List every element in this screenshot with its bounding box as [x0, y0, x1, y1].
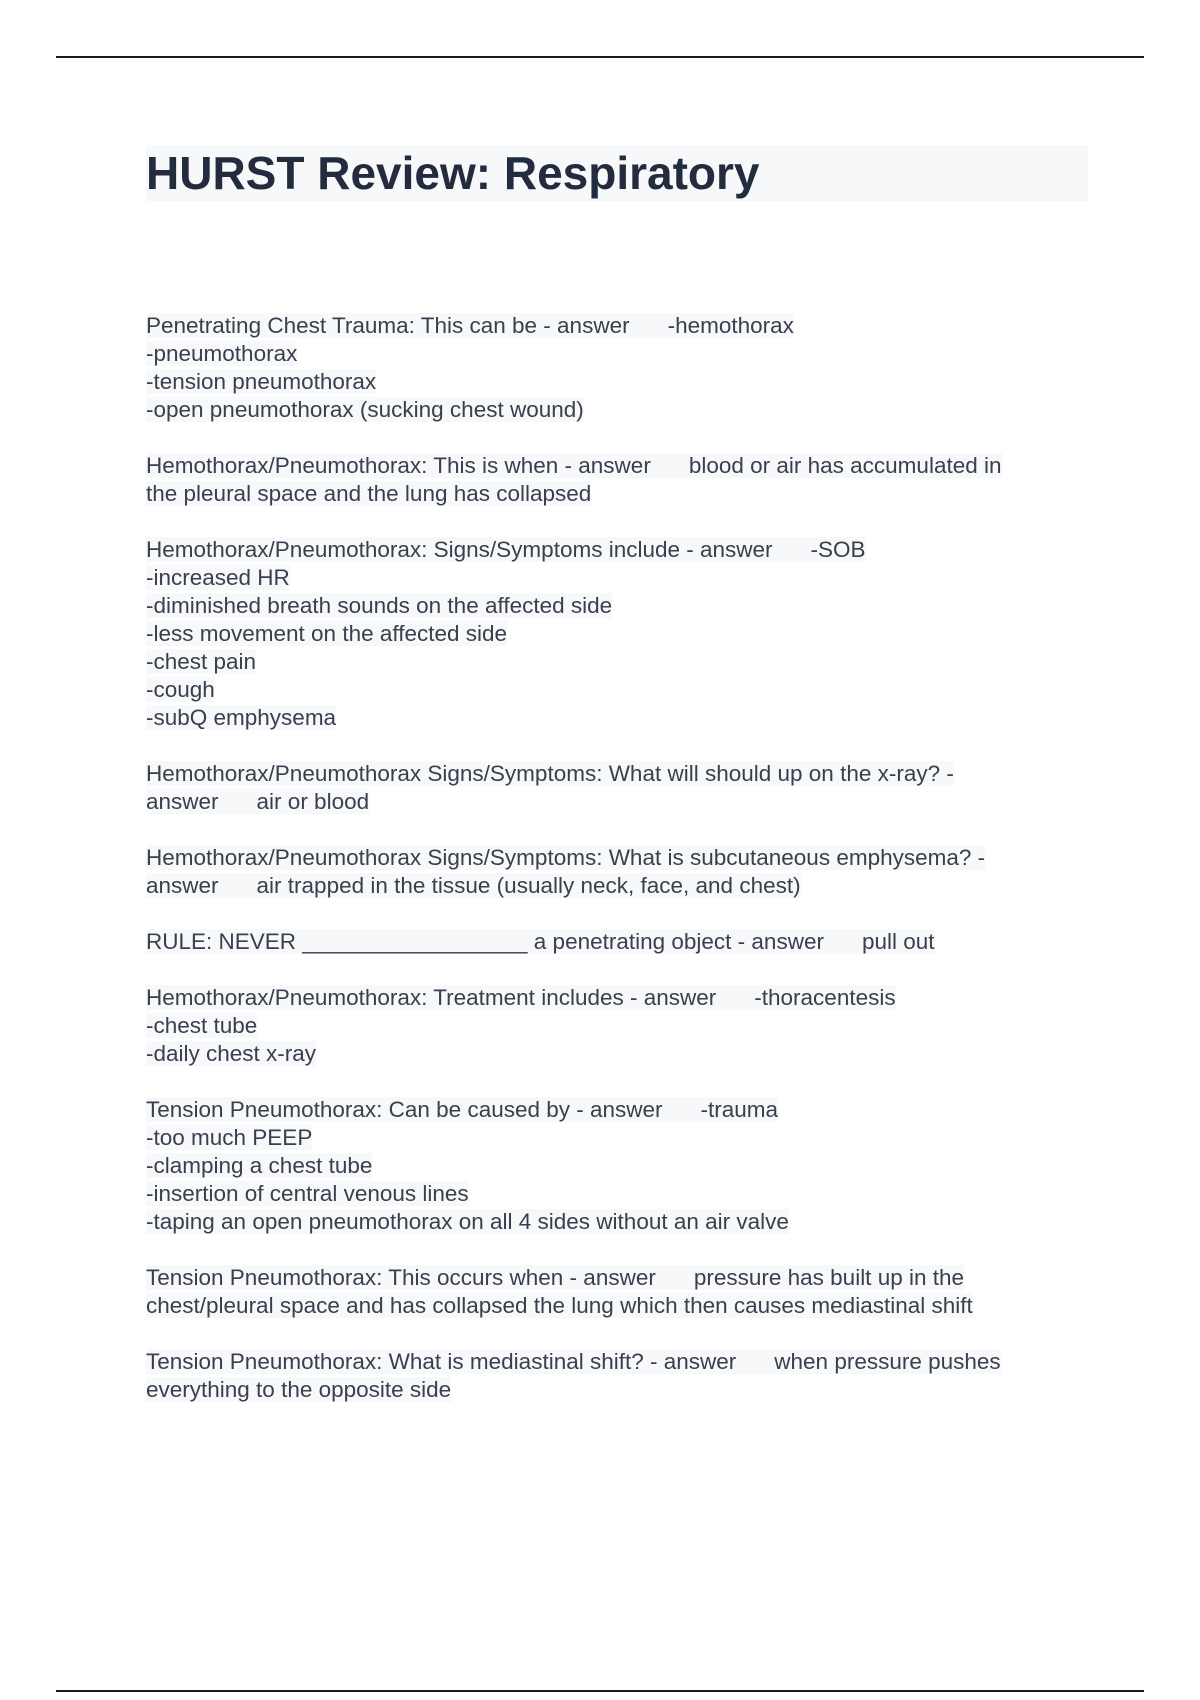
line-text: -too much PEEP	[146, 1125, 313, 1150]
line-text: -pneumothorax	[146, 341, 298, 366]
line-text: -daily chest x-ray	[146, 1041, 317, 1066]
flashcard-line	[146, 1012, 1088, 1040]
question-answer-line	[146, 1265, 964, 1290]
flashcard-line	[146, 928, 1088, 956]
line-text: -taping an open pneumothorax on all 4 sides without an air valve	[146, 1209, 789, 1234]
line-text: -subQ emphysema	[146, 705, 337, 730]
flashcard-list	[146, 312, 1088, 1432]
flashcard-line	[146, 1040, 1088, 1068]
line-text: -less movement on the affected side	[146, 621, 508, 646]
answer-text: blood or air has accumulated in	[688, 453, 1002, 478]
question-answer-line	[146, 789, 369, 814]
flashcard-line	[146, 620, 1088, 648]
answer-text: air trapped in the tissue (usually neck, face, and chest)	[256, 873, 801, 898]
answer-text: -thoracentesis	[754, 985, 896, 1010]
flashcard-line	[146, 1180, 1088, 1208]
top-rule	[56, 56, 1144, 58]
line-text: Hemothorax/Pneumothorax Signs/Symptoms: What will should up on the x-ray? -	[146, 761, 954, 786]
question-answer-line	[146, 1097, 778, 1122]
line-text: -chest pain	[146, 649, 257, 674]
question-answer-line	[146, 537, 866, 562]
question-answer-line	[146, 929, 935, 954]
answer-text: -SOB	[810, 537, 866, 562]
flashcard-line	[146, 1348, 1088, 1376]
line-text: Hemothorax/Pneumothorax Signs/Symptoms: What is subcutaneous emphysema? -	[146, 845, 986, 870]
document-title: HURST Review: Respiratory	[146, 147, 760, 199]
line-text: -diminished breath sounds on the affected side	[146, 593, 613, 618]
question-text: Hemothorax/Pneumothorax: Treatment includes - answer	[146, 985, 717, 1010]
flashcard	[146, 452, 1088, 508]
question-text: answer	[146, 789, 219, 814]
question-text: answer	[146, 873, 219, 898]
question-text: Tension Pneumothorax: This occurs when - answer	[146, 1265, 656, 1290]
question-answer-line	[146, 1349, 1001, 1374]
flashcard-line	[146, 1376, 1088, 1404]
answer-text: pressure has built up in the	[693, 1265, 965, 1290]
line-text: -chest tube	[146, 1013, 258, 1038]
flashcard	[146, 1264, 1088, 1320]
flashcard	[146, 1096, 1088, 1236]
line-text: -insertion of central venous lines	[146, 1181, 469, 1206]
flashcard	[146, 536, 1088, 732]
flashcard-line	[146, 648, 1088, 676]
line-text: everything to the opposite side	[146, 1377, 452, 1402]
flashcard-line	[146, 872, 1088, 900]
flashcard	[146, 760, 1088, 816]
flashcard-line	[146, 1152, 1088, 1180]
flashcard-line	[146, 984, 1088, 1012]
answer-text: air or blood	[256, 789, 370, 814]
flashcard-line	[146, 340, 1088, 368]
question-answer-line	[146, 453, 1002, 478]
bottom-rule	[56, 1690, 1144, 1692]
question-answer-line	[146, 873, 801, 898]
flashcard-line	[146, 480, 1088, 508]
flashcard-line	[146, 844, 1088, 872]
flashcard-line	[146, 564, 1088, 592]
flashcard-line	[146, 676, 1088, 704]
flashcard-line	[146, 452, 1088, 480]
line-text: -tension pneumothorax	[146, 369, 377, 394]
answer-text: -hemothorax	[667, 313, 794, 338]
flashcard	[146, 984, 1088, 1068]
question-text: Hemothorax/Pneumothorax: This is when - answer	[146, 453, 651, 478]
line-text: -clamping a chest tube	[146, 1153, 373, 1178]
flashcard-line	[146, 1208, 1088, 1236]
flashcard-line	[146, 704, 1088, 732]
flashcard-line	[146, 760, 1088, 788]
flashcard-line	[146, 788, 1088, 816]
answer-text: -trauma	[700, 1097, 779, 1122]
line-text: -open pneumothorax (sucking chest wound)	[146, 397, 584, 422]
line-text: -cough	[146, 677, 215, 702]
question-text: Tension Pneumothorax: Can be caused by - answer	[146, 1097, 663, 1122]
flashcard	[146, 844, 1088, 900]
question-answer-line	[146, 985, 896, 1010]
answer-text: pull out	[861, 929, 935, 954]
line-text: chest/pleural space and has collapsed the lung which then causes mediastinal shift	[146, 1293, 973, 1318]
flashcard-line	[146, 592, 1088, 620]
flashcard-line	[146, 1124, 1088, 1152]
flashcard-line	[146, 1264, 1088, 1292]
question-text: Tension Pneumothorax: What is mediastinal shift? - answer	[146, 1349, 737, 1374]
question-text: Hemothorax/Pneumothorax: Signs/Symptoms include - answer	[146, 537, 773, 562]
line-text: the pleural space and the lung has collapsed	[146, 481, 592, 506]
flashcard	[146, 928, 1088, 956]
question-answer-line	[146, 313, 794, 338]
line-text: -increased HR	[146, 565, 290, 590]
flashcard-line	[146, 368, 1088, 396]
flashcard	[146, 1348, 1088, 1404]
answer-text: when pressure pushes	[774, 1349, 1001, 1374]
flashcard	[146, 312, 1088, 424]
flashcard-line	[146, 312, 1088, 340]
flashcard-line	[146, 1096, 1088, 1124]
flashcard-line	[146, 536, 1088, 564]
question-text: RULE: NEVER __________________ a penetrating object - answer	[146, 929, 824, 954]
flashcard-line	[146, 1292, 1088, 1320]
question-text: Penetrating Chest Trauma: This can be - answer	[146, 313, 630, 338]
flashcard-line	[146, 396, 1088, 424]
